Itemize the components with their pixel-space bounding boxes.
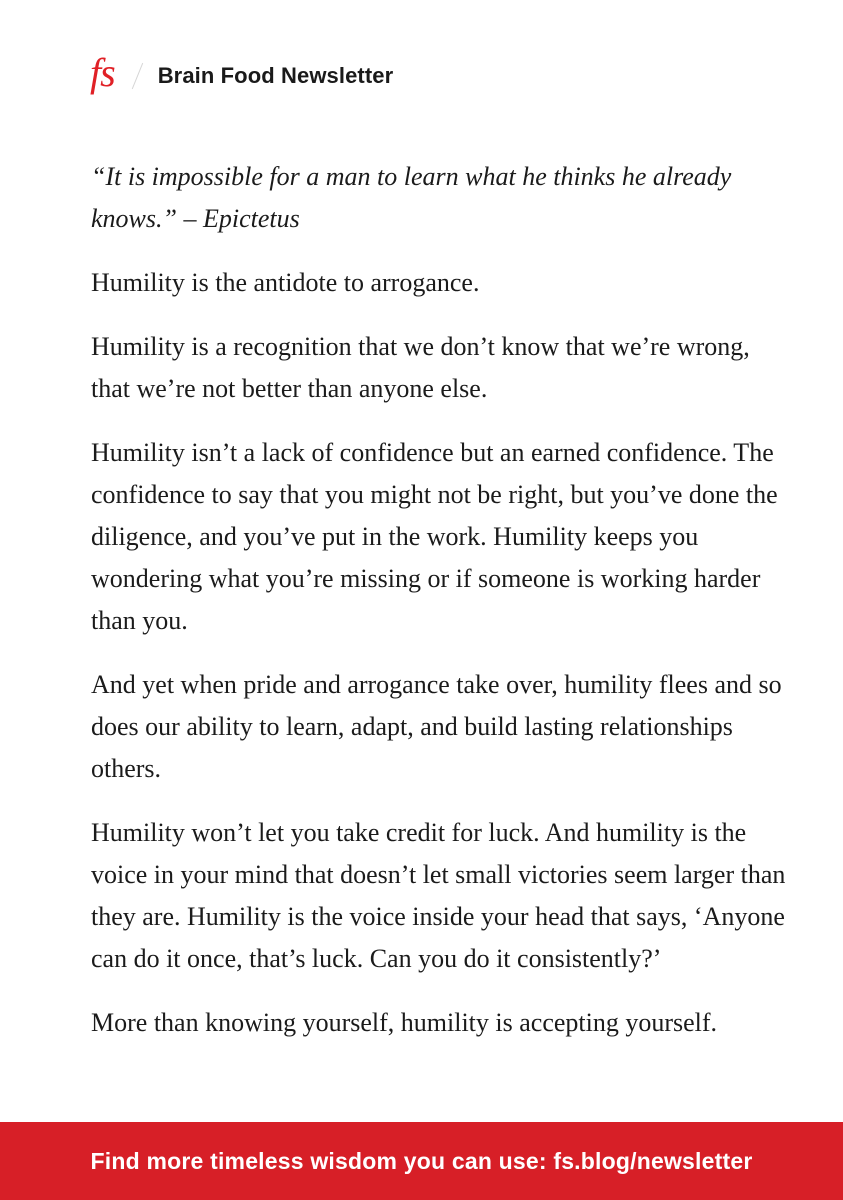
page-header [90,48,393,104]
paragraph-accepting: More than knowing yourself, humility is accepting yourself. [91,1008,718,1037]
header-divider [131,63,142,89]
epictetus-quote: “It is impossible for a man to learn what he thinks he already knows.” – Epictetus [91,162,732,233]
paragraph-earned-confidence: Humility isn’t a lack of confidence but an earned confidence. The confidence to say that you might not be right, but you’ve done the diligence, and you’ve put in the work. Humility keeps you wondering what you’re missing or if someone is working harder than you. [91,438,778,635]
paragraph-pride: And yet when pride and arrogance take over, humility flees and so does our ability to learn, adapt, and build lasting relationships others. [91,670,782,783]
article-body [91,156,791,1066]
footer-cta-text[interactable]: Find more timeless wisdom you can use: fs.blog/newsletter [90,1147,753,1174]
footer-banner [0,1122,843,1200]
paragraph-luck: Humility won’t let you take credit for luck. And humility is the voice in your mind that doesn’t let small victories seem larger than they are. Humility is the voice inside your head that says, ‘Anyone can do it once, that’s luck. Can you do it consistently?’ [91,818,786,973]
paragraph-antidote: Humility is the antidote to arrogance. [91,268,480,297]
paragraph-recognition: Humility is a recognition that we don’t know that we’re wrong, that we’re not better than anyone else. [91,332,750,403]
fs-logo: fs [90,50,115,95]
newsletter-title: Brain Food Newsletter [157,63,394,88]
